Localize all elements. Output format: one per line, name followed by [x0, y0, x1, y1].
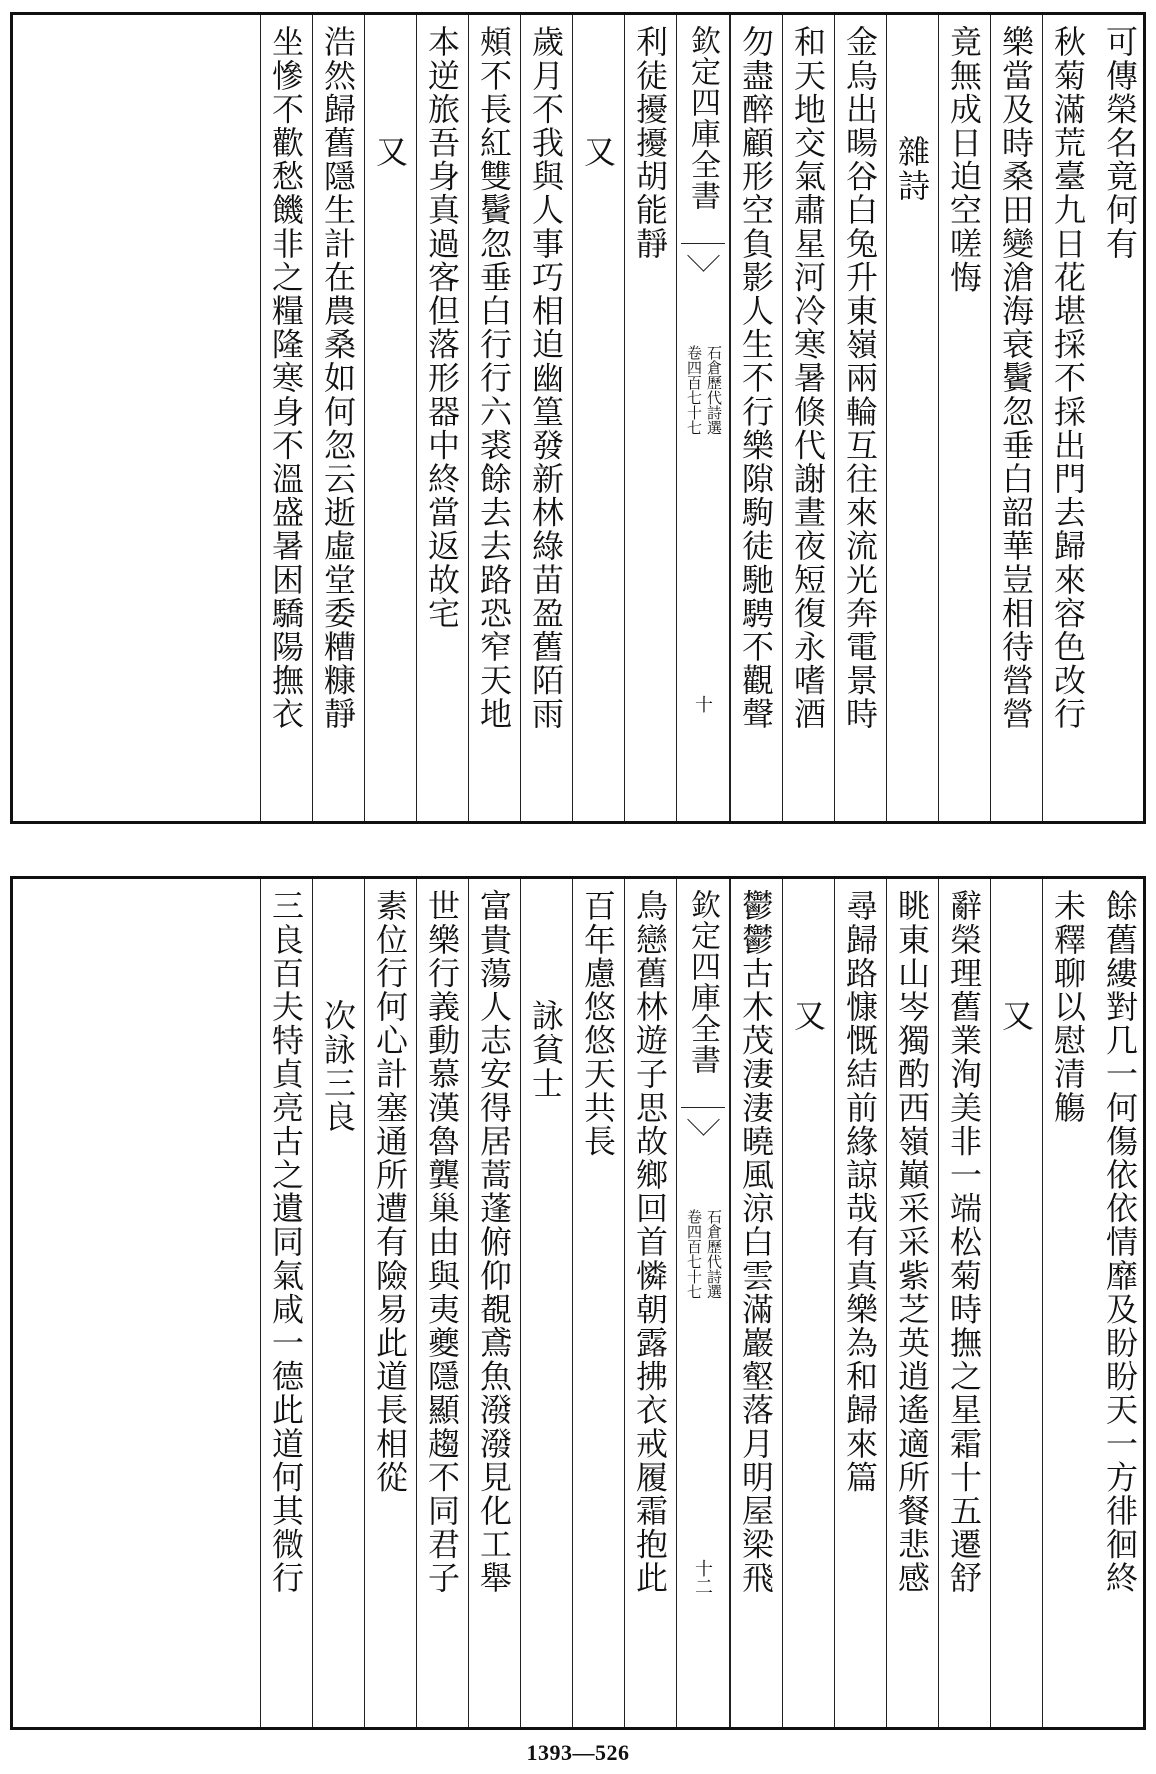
text-column [520, 879, 572, 1727]
text-column [1042, 879, 1094, 1727]
column-text: 素位行何心計塞通所遭有險易此道長相從 [371, 889, 409, 1494]
text-column [938, 879, 990, 1727]
volume-number: 卷四百七十七 [685, 1209, 703, 1299]
text-column [782, 879, 834, 1727]
column-text: 利徒擾擾胡能靜 [631, 25, 669, 261]
page-number: 1393—526 [526, 1740, 630, 1765]
text-column [468, 879, 520, 1727]
column-text: 本逆旅吾身真過客但落形器中終當返故宅 [423, 25, 461, 630]
text-column [416, 15, 468, 821]
poem-title: 又 [579, 135, 617, 169]
column-text: 可傳榮名竟何有 [1101, 25, 1139, 261]
poem-title: 詠貧士 [527, 999, 565, 1100]
column-text: 辭榮理舊業洵美非一端松菊時撫之星霜十五遷舒 [945, 889, 983, 1595]
text-column [1094, 879, 1146, 1727]
folio-number: 十 [692, 695, 713, 713]
book-title: 欽定四庫全書 [685, 25, 720, 211]
collection-title: 石倉歷代詩選 [705, 1209, 723, 1299]
text-column [938, 15, 990, 821]
column-text: 餘舊縷對几一何傷依依情靡及盼盼天一方徘徊終 [1101, 889, 1139, 1595]
top-page [10, 12, 1146, 824]
text-column [782, 15, 834, 821]
fishtail-mark [681, 1107, 725, 1152]
column-text: 和天地交氣肅星河冷寒暑倏代謝晝夜短復永嗜酒 [789, 25, 827, 731]
column-text: 富貴蕩人志安得居蒿蓬俯仰覩鳶魚潑潑見化工舉 [475, 889, 513, 1595]
poem-title: 又 [789, 999, 827, 1033]
column-text: 眺東山岑獨酌西嶺巔采采紫芝英逍遙適所餐悲感 [893, 889, 931, 1595]
column-text: 世樂行義動慕漢魯龔巢由與夷夔隱顯趨不同君子 [423, 889, 461, 1595]
text-column [886, 879, 938, 1727]
column-text: 鳥戀舊林遊子思故鄉回首憐朝露拂衣戒履霜抱此 [631, 889, 669, 1595]
bottom-page [10, 876, 1146, 1730]
column-text: 秋菊滿荒臺九日花堪採不採出門去歸來容色改行 [1049, 25, 1087, 731]
book-title: 欽定四庫全書 [685, 889, 720, 1075]
center-gutter [676, 15, 730, 821]
text-column [834, 879, 886, 1727]
folio-number: 十二 [692, 1559, 713, 1595]
column-text: 鬱鬱古木茂淒淒曉風涼白雲滿巖壑落月明屋梁飛 [737, 889, 775, 1595]
column-text: 竟無成日迫空嗟悔 [945, 25, 983, 294]
text-column [260, 15, 312, 821]
collection-title: 石倉歷代詩選 [705, 345, 723, 435]
column-text: 三良百夫特貞亮古之遺同氣咸一德此道何其微行 [267, 889, 305, 1595]
text-column [364, 879, 416, 1727]
text-column [730, 879, 782, 1727]
column-text: 浩然歸舊隱生計在農桑如何忽云逝虛堂委糟糠靜 [319, 25, 357, 731]
text-column [364, 15, 416, 821]
text-column [572, 15, 624, 821]
text-column [990, 15, 1042, 821]
volume-number: 卷四百七十七 [685, 345, 703, 435]
column-text: 樂當及時桑田變滄海衰鬢忽垂白韶華豈相待營營 [997, 25, 1035, 731]
column-text: 歲月不我與人事巧相迫幽篁發新林綠苗盈舊陌雨 [527, 25, 565, 731]
text-column [990, 879, 1042, 1727]
column-text: 金烏出暘谷白兔升東嶺兩輪互往來流光奔電景時 [841, 25, 879, 731]
text-column [468, 15, 520, 821]
text-column [312, 879, 364, 1727]
column-text: 勿盡醉顧形空負影人生不行樂隙駒徒馳騁不觀聲 [737, 25, 775, 731]
text-column [312, 15, 364, 821]
text-column [572, 879, 624, 1727]
column-text: 百年慮悠悠天共長 [579, 889, 617, 1158]
text-column [520, 15, 572, 821]
poem-title: 次詠三良 [319, 999, 357, 1134]
poem-title: 雜詩 [893, 135, 931, 203]
text-column [260, 879, 312, 1727]
text-column [730, 15, 782, 821]
text-column [834, 15, 886, 821]
poem-title: 又 [997, 999, 1035, 1033]
text-column [624, 15, 676, 821]
fishtail-mark [681, 243, 725, 288]
center-gutter [676, 879, 730, 1727]
text-column [1094, 15, 1146, 821]
column-text: 坐慘不歡愁饑非之糧隆寒身不溫盛暑困驕陽撫衣 [267, 25, 305, 731]
text-column [624, 879, 676, 1727]
column-text: 未釋聊以慰清觴 [1049, 889, 1087, 1125]
poem-title: 又 [371, 135, 409, 169]
text-column [886, 15, 938, 821]
text-column [1042, 15, 1094, 821]
text-column [416, 879, 468, 1727]
column-text: 尋歸路慷慨結前緣諒哉有真樂為和歸來篇 [841, 889, 879, 1494]
column-text: 頰不長紅雙鬢忽垂白行行六裘餘去去路恐窄天地 [475, 25, 513, 731]
